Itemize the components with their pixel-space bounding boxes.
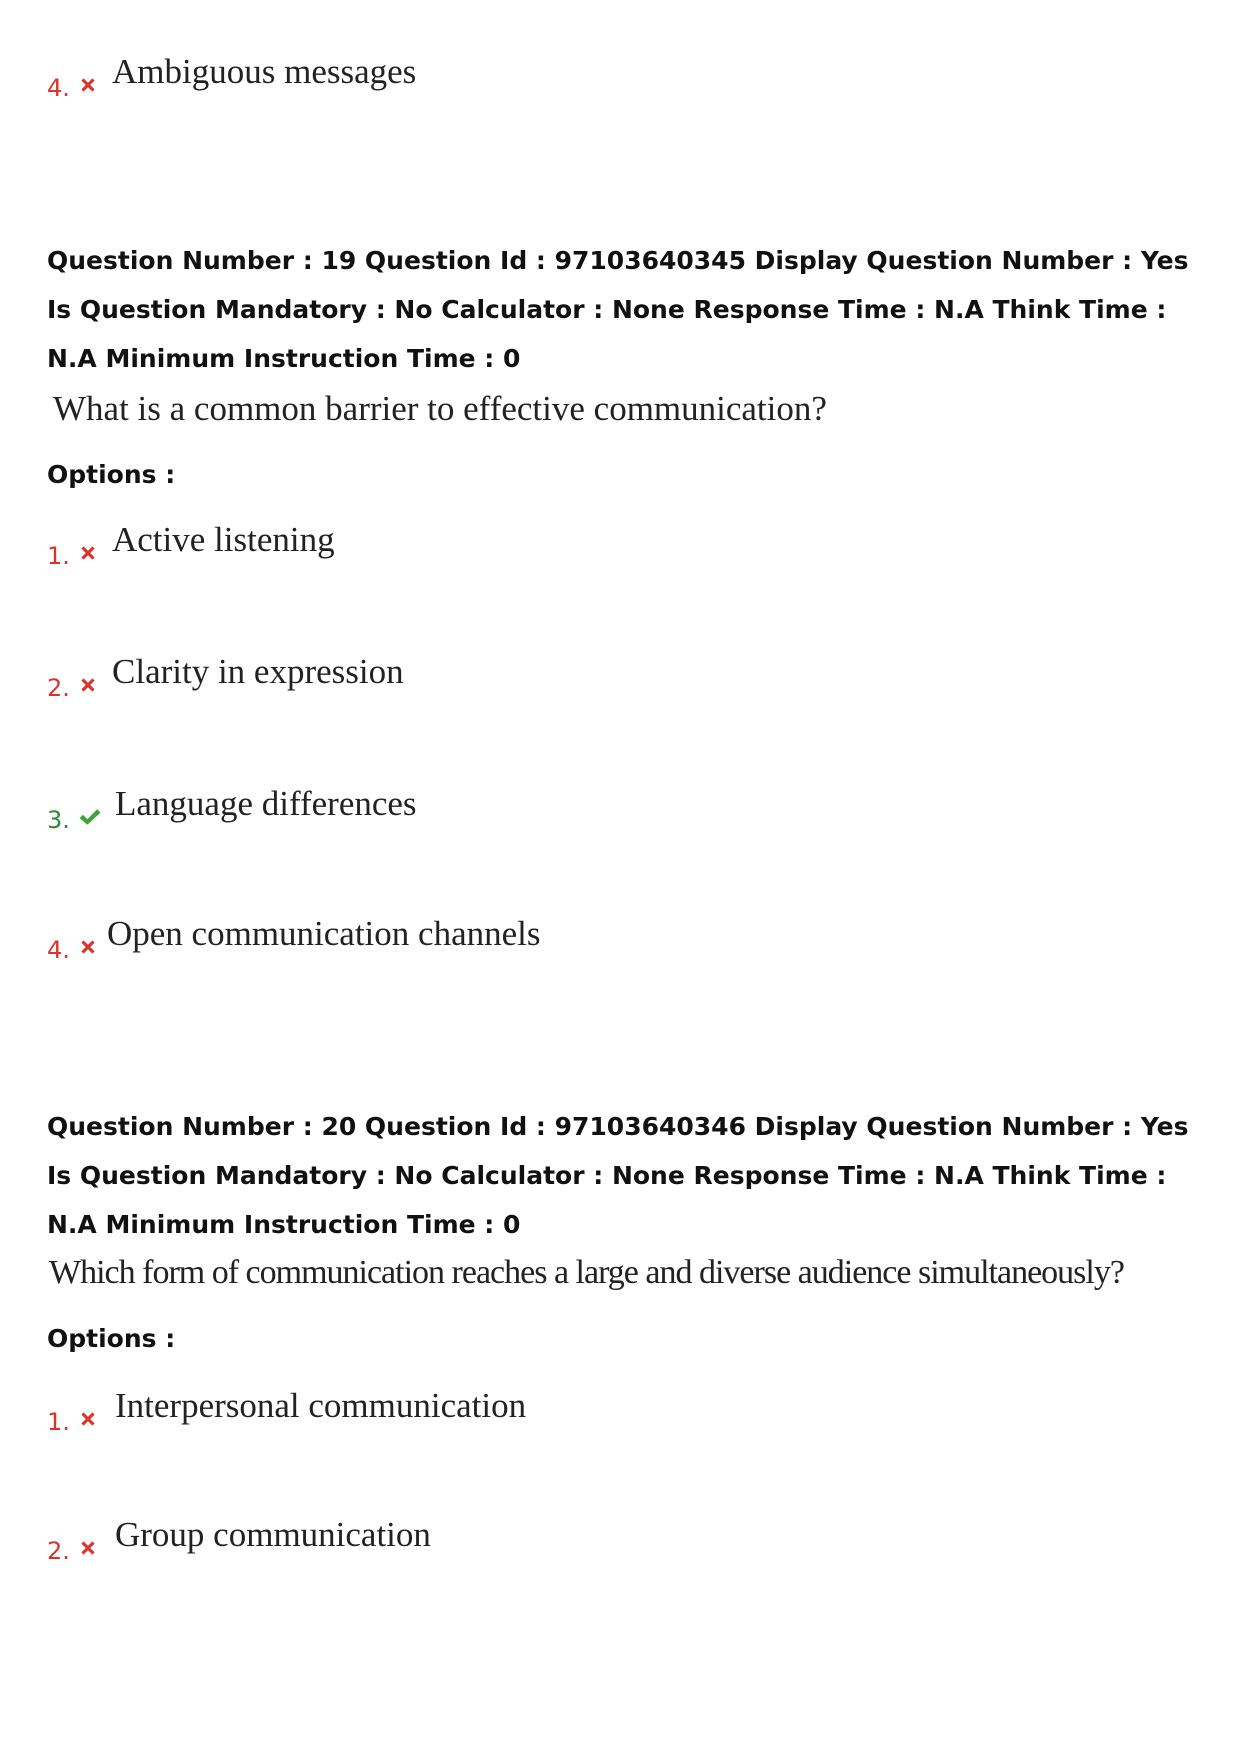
- cross-icon: [77, 1537, 99, 1559]
- option-number: 1.: [47, 542, 70, 570]
- question-meta: Question Number : 19 Question Id : 97103640345 Display Question Number : Yes Is Question Mandatory : No Calculator : None Response Time : N.A Think Time : N.A Minimum Instruction Time : 0: [47, 246, 1189, 373]
- option-text: Open communication channels: [107, 914, 541, 953]
- option-text: Ambiguous messages: [112, 52, 417, 91]
- check-icon: [77, 806, 102, 828]
- option-number: 2.: [47, 1537, 70, 1565]
- option-number: 2.: [47, 674, 70, 702]
- cross-icon: [77, 1408, 99, 1430]
- question-text: What is a common barrier to effective communication?: [53, 389, 827, 428]
- option-number: 4.: [47, 74, 70, 102]
- option-text: Language differences: [115, 784, 417, 823]
- option-number: 1.: [47, 1408, 70, 1436]
- cross-icon: [77, 674, 99, 696]
- option-text: Interpersonal communication: [115, 1386, 527, 1425]
- options-label: Options :: [47, 460, 176, 489]
- option-text: Group communication: [115, 1515, 431, 1554]
- cross-icon: [77, 936, 99, 958]
- option-text: Active listening: [112, 520, 335, 559]
- options-label: Options :: [47, 1324, 176, 1353]
- question-text: Which form of communication reaches a large and diverse audience simultaneously?: [49, 1254, 1124, 1291]
- option-number: 4.: [47, 936, 70, 964]
- option-text: Clarity in expression: [112, 652, 404, 691]
- question-meta: Question Number : 20 Question Id : 97103640346 Display Question Number : Yes Is Question Mandatory : No Calculator : None Response Time : N.A Think Time : N.A Minimum Instruction Time : 0: [47, 1112, 1189, 1239]
- cross-icon: [77, 74, 99, 96]
- cross-icon: [77, 542, 99, 564]
- option-number: 3.: [47, 806, 70, 834]
